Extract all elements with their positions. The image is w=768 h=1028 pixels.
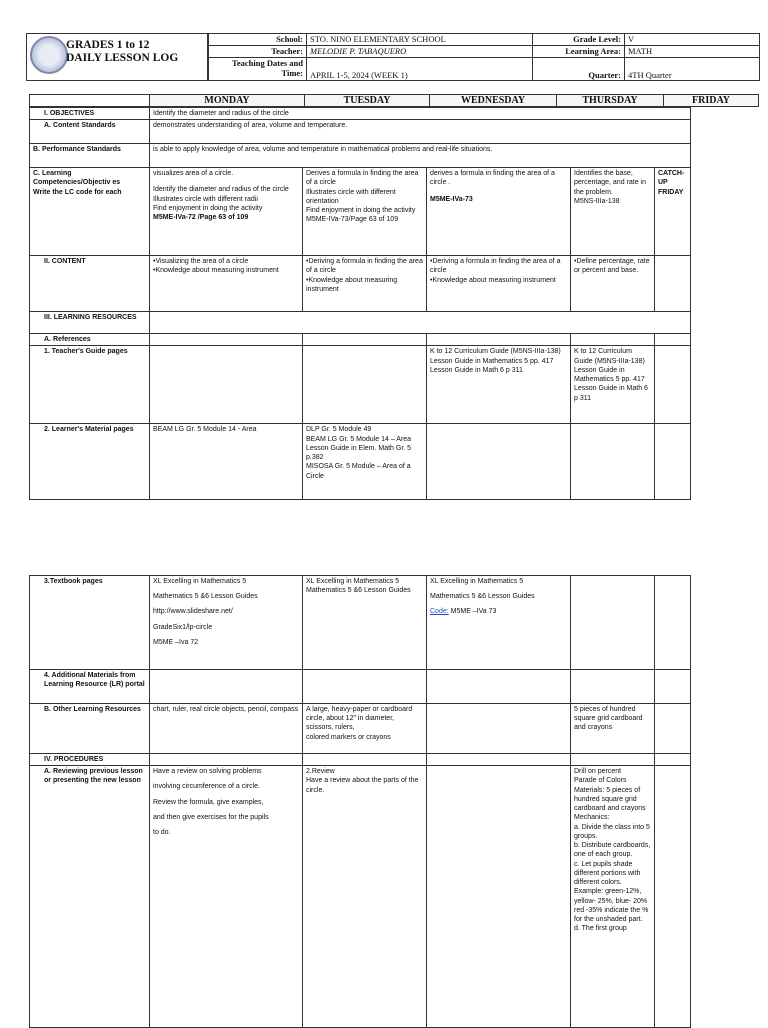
content-standards-label: A. Content Standards [30, 120, 150, 144]
competencies-thursday: Identifies the base, percentage, and rate in the problem. M5NS-IIIa-138 [571, 168, 655, 256]
school-label: School: [209, 34, 307, 46]
tb-mon-line: M5ME –Iva 72 [153, 638, 199, 646]
day-friday: FRIDAY [664, 95, 759, 107]
content-thursday: •Define percentage, rate or percent and base. [571, 256, 655, 312]
teachers-guide-wednesday: K to 12 Curriculum Guide (M5NS-IIIa-138) Lesson Guide in Mathematics 5 pp. 417 Lesson Guide in Math 6 p 311 [427, 346, 571, 424]
tb-mon-line: http://www.slideshare.net/ [153, 608, 233, 616]
days-row [29, 94, 759, 107]
dates-value: APRIL 1-5, 2024 (WEEK 1) [307, 58, 533, 81]
tb-wed-line: Mathematics 5 &6 Lesson Guides [430, 593, 535, 601]
objectives-text: Identify the diameter and radius of the circle [150, 108, 691, 120]
performance-standards-text: is able to apply knowledge of area, volume and temperature in mathematical problems and real-life situations. [150, 144, 691, 168]
other-resources-tuesday: A large, heavy-paper or cardboard circle, about 12" in diameter, scissors, rulers, colored markers or crayons [303, 704, 427, 754]
procedures-label: IV. PROCEDURES [30, 754, 150, 766]
review-tuesday: 2.Review Have a review about the parts of the circle. [303, 766, 427, 1028]
content-label: II. CONTENT [30, 256, 150, 312]
textbook-tuesday: XL Excelling in Mathematics 5 Mathematics 5 &6 Lesson Guides [303, 576, 427, 670]
reviewing-label: A. Reviewing previous lesson or presenting the new lesson [30, 766, 150, 1028]
title-line2: DAILY LESSON LOG [66, 52, 179, 64]
other-resources-monday: chart, ruler, real circle objects, pencil, compass [150, 704, 303, 754]
other-resources-label: B. Other Learning Resources [30, 704, 150, 754]
resources-label: III. LEARNING RESOURCES [30, 312, 150, 334]
day-thursday: THURSDAY [557, 95, 664, 107]
lc-mon-1: visualizes area of a circle. [153, 170, 234, 178]
other-resources-thursday: 5 pieces of hundred square grid cardboard and crayons [571, 704, 655, 754]
additional-materials-label: 4. Additional Materials from Learning Resource (LR) portal [30, 670, 150, 704]
school-value: STO. NINO ELEMENTARY SCHOOL [307, 34, 533, 46]
lc-wed-code: M5ME-IVa-73 [430, 195, 473, 203]
competencies-label: C. Learning Competencies/Objectiv es Write the LC code for each [30, 168, 150, 256]
content-standards-text: demonstrates understanding of area, volume and temperature. [150, 120, 691, 144]
learners-material-tuesday: DLP Gr. 5 Module 49 BEAM LG Gr. 5 Module 14 – Area Lesson Guide in Elem. Math Gr. 5 p.382 MISOSA Gr. 5 Module – Area of a Circle [303, 424, 427, 500]
tb-mon-line: GradeSix1/lp-circle [153, 623, 213, 631]
content-wednesday: •Deriving a formula in finding the area of a circle •Knowledge about measuring instrument [427, 256, 571, 312]
lesson-table-page1 [29, 107, 691, 500]
tb-wed-line: XL Excelling in Mathematics 5 [430, 578, 524, 585]
review-mon-line: Have a review on solving problems [153, 768, 262, 776]
learners-material-monday: BEAM LG Gr. 5 Module 14 - Area [150, 424, 303, 500]
review-monday [150, 766, 303, 1028]
learners-material-label: 2. Learner's Material pages [30, 424, 150, 500]
review-mon-line: and then give exercises for the pupils [153, 813, 269, 821]
review-mon-line: involving circumference of a circle. [153, 783, 260, 791]
content-tuesday: •Deriving a formula in finding the area of a circle •Knowledge about measuring instrument [303, 256, 427, 312]
teacher-label: Teacher: [209, 46, 307, 58]
grade-value: V [625, 34, 760, 46]
content-monday: •Visualizing the area of a circle •Knowledge about measuring instrument [150, 256, 303, 312]
day-wednesday: WEDNESDAY [430, 95, 557, 107]
code-link[interactable]: Code: [430, 608, 449, 616]
competencies-tuesday: Derives a formula in finding the area of a circle Illustrates circle with different orientation Find enjoyment in doing the activity M5ME-IVa-73/Page 63 of 109 [303, 168, 427, 256]
day-tuesday: TUESDAY [305, 95, 430, 107]
lc-wed-1: derives a formula in finding the area of a circle . [430, 170, 555, 187]
review-mon-line: Review the formula, give examples, [153, 798, 264, 806]
area-label: Learning Area: [533, 46, 625, 58]
competencies-monday [150, 168, 303, 256]
grade-label: Grade Level: [533, 34, 625, 46]
objectives-label: I. OBJECTIVES [30, 108, 150, 120]
lc-mon-code: M5ME-IVa-72 /Page 63 of 109 [153, 214, 249, 222]
area-value: MATH [625, 46, 760, 58]
title-box [26, 33, 208, 81]
performance-standards-label: B. Performance Standards [30, 144, 150, 168]
competencies-friday: CATCH-UP FRIDAY [655, 168, 691, 256]
competencies-wednesday [427, 168, 571, 256]
dates-label: Teaching Dates and Time: [209, 58, 307, 81]
lc-mon-2: Identify the diameter and radius of the circle Illustrates circle with different radii Find enjoyment in doing the activity [153, 186, 289, 212]
quarter-value: 4TH Quarter [625, 58, 760, 81]
day-monday: MONDAY [150, 95, 305, 107]
tb-wed-code: M5ME –IVa 73 [448, 608, 497, 616]
title-line1: GRADES 1 to 12 [66, 39, 150, 51]
references-label: A. References [30, 334, 150, 346]
tb-mon-line: Mathematics 5 &6 Lesson Guides [153, 593, 258, 601]
quarter-label: Quarter: [533, 58, 625, 81]
textbook-label: 3.Textbook pages [30, 576, 150, 670]
header-table [208, 33, 760, 81]
tb-mon-line: XL Excelling in Mathematics 5 [153, 578, 247, 585]
teachers-guide-label: 1. Teacher's Guide pages [30, 346, 150, 424]
review-thursday: Drill on percent Parade of Colors Materials: 5 pieces of hundred square grid cardboard and crayons Mechanics: a. Divide the class into 5 groups. b. Distribute cardboards, one of each group. c. Let pupils shade different portions with different colors. Example: green-12%, yellow- 25%, blue- 20% red -35% indicate the % for the unshaded part. d. The first group [571, 766, 655, 1028]
teachers-guide-thursday: K to 12 Curriculum Guide (M5NS-IIIa-138) Lesson Guide in Mathematics 5 pp. 417 Lesson Guide in Math 6 p 311 [571, 346, 655, 424]
textbook-wednesday [427, 576, 571, 670]
review-mon-line: to do. [153, 829, 171, 837]
textbook-monday [150, 576, 303, 670]
teacher-value: MELODIE P. TABAQUERO [307, 46, 533, 58]
lesson-table-page2 [29, 575, 691, 1028]
